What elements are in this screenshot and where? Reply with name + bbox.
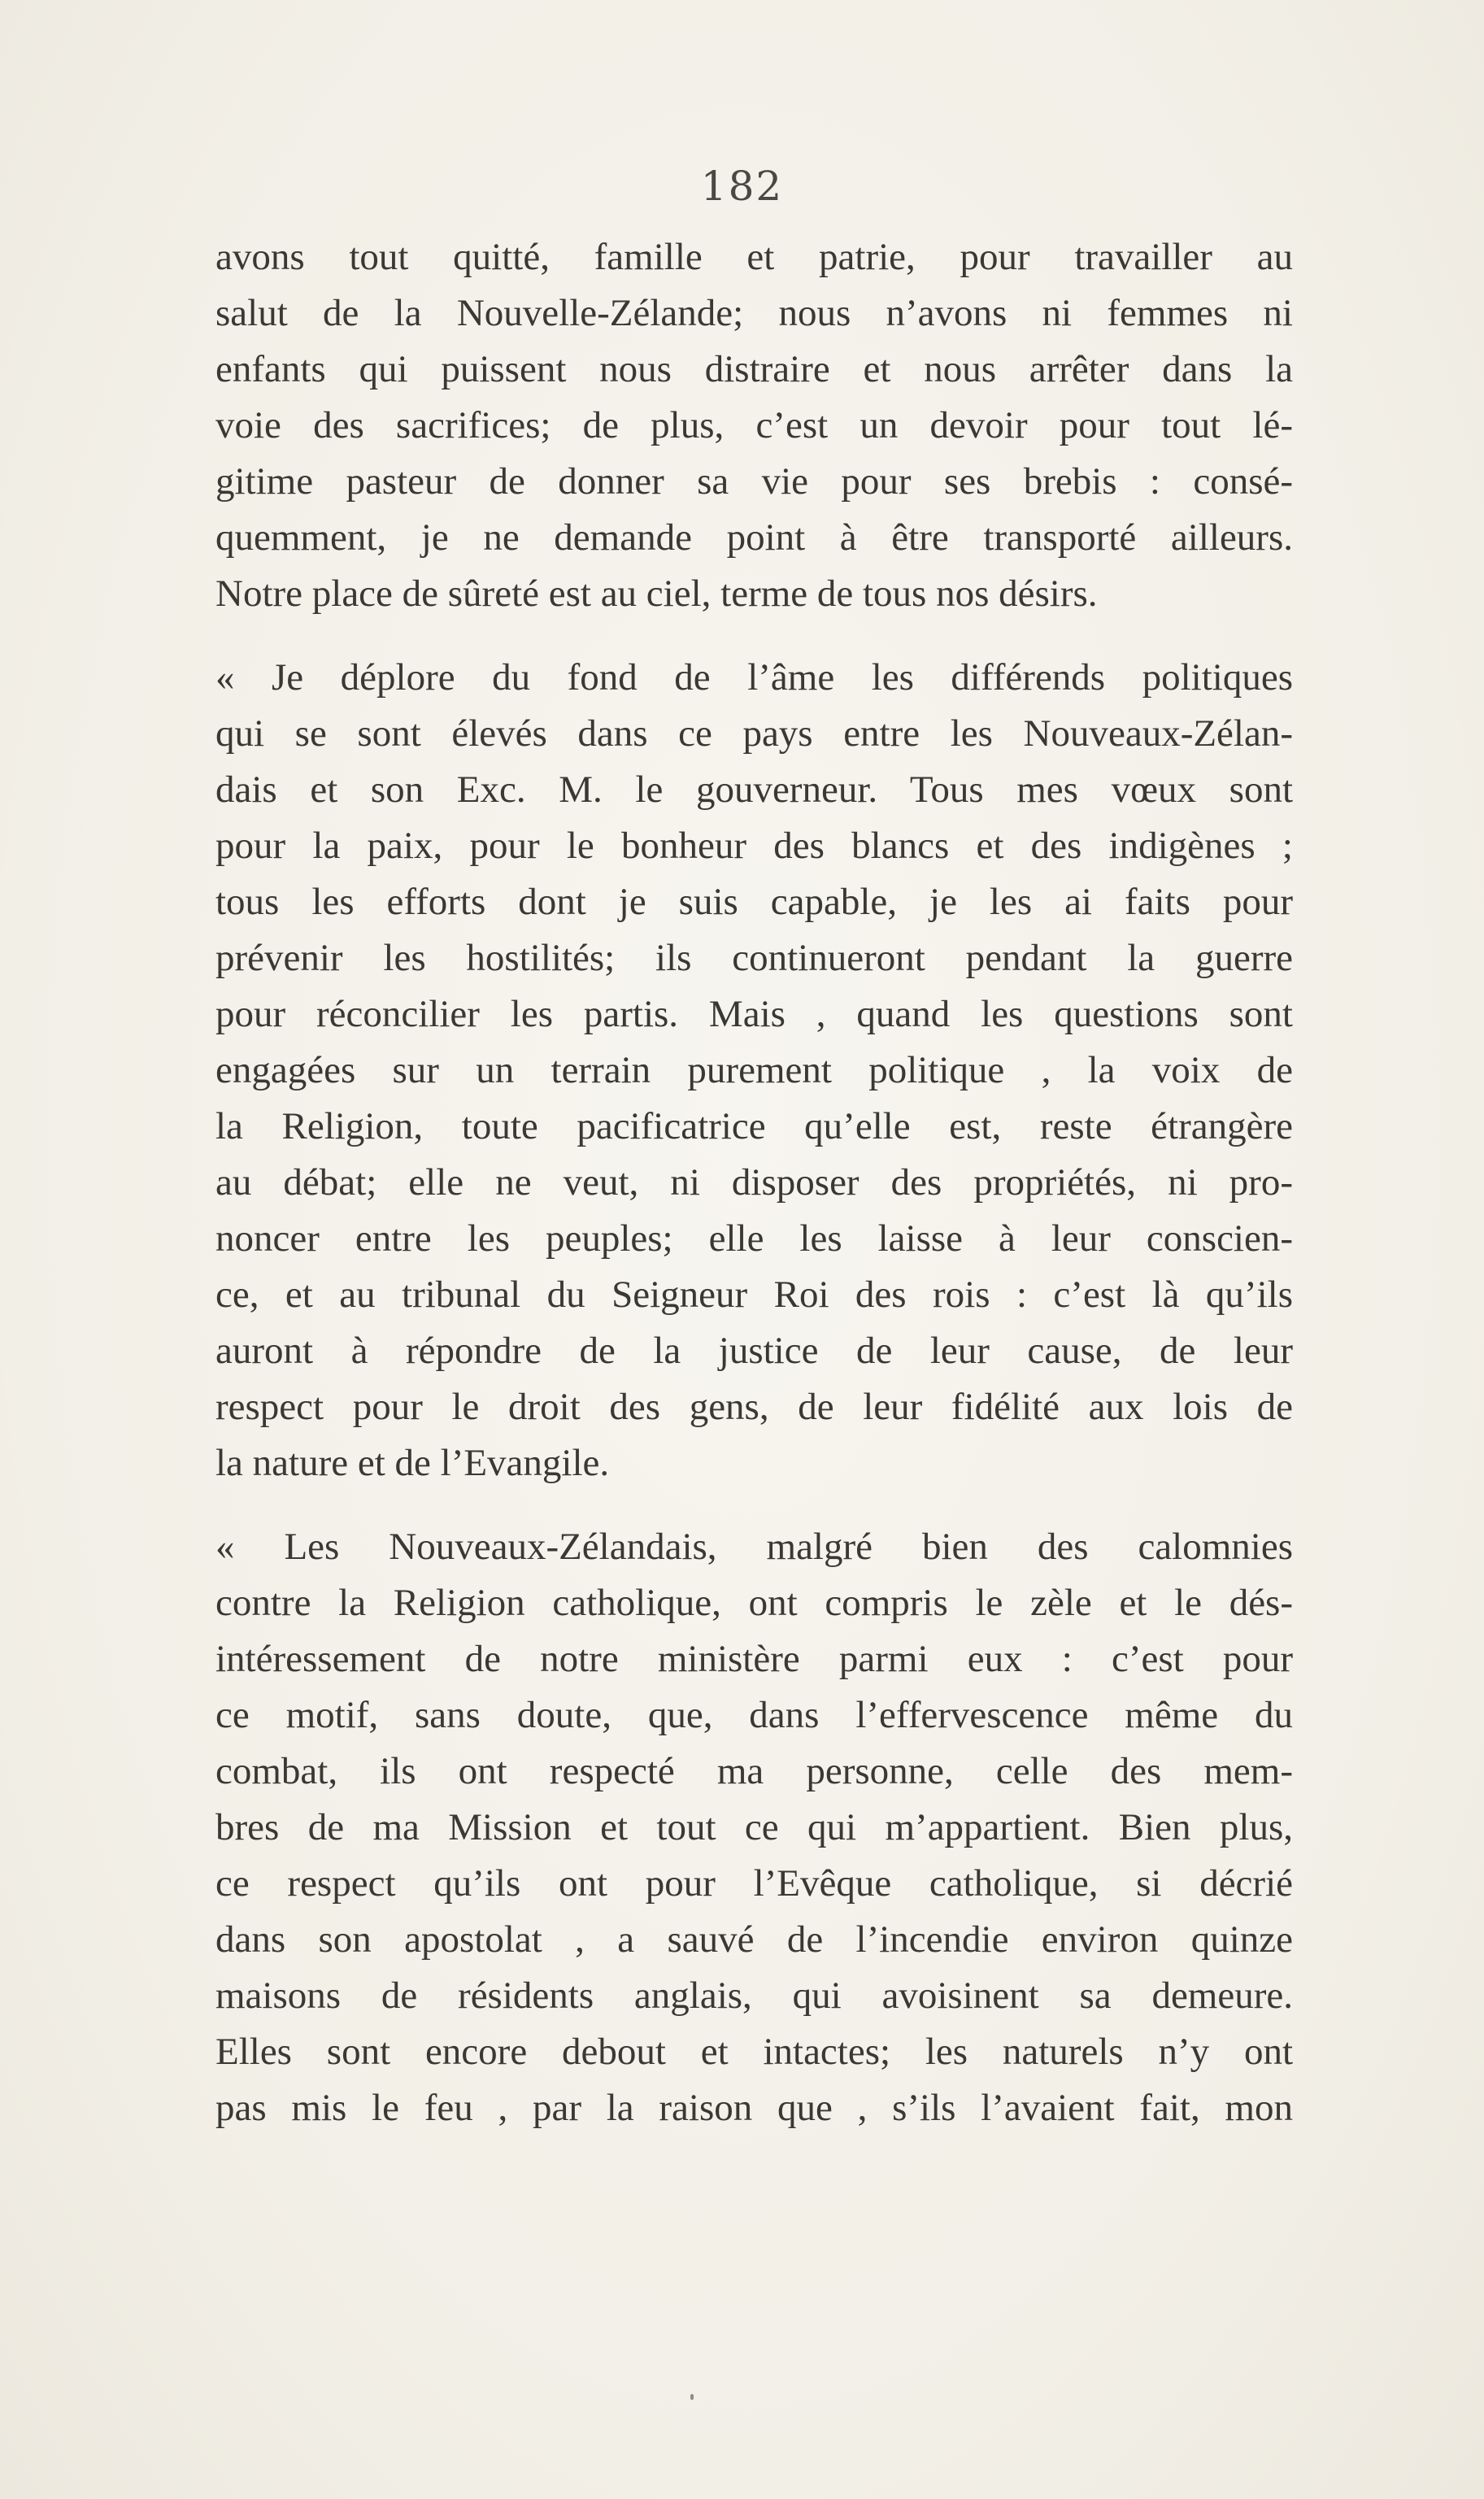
text-line: combat, ils ont respecté ma personne, celle des mem-: [215, 1750, 1293, 1792]
text-line: Elles sont encore debout et intactes; les naturels n’y ont: [215, 2031, 1293, 2073]
text-line: ce motif, sans doute, que, dans l’effervescence même du: [215, 1694, 1293, 1736]
text-line: respect pour le droit des gens, de leur fidélité aux lois de: [215, 1386, 1293, 1428]
text-line: ce, et au tribunal du Seigneur Roi des rois : c’est là qu’ils: [215, 1273, 1293, 1316]
text-line: avons tout quitté, famille et patrie, pour travailler au: [215, 236, 1293, 278]
body-text: [215, 229, 1293, 2136]
text-line: la nature et de l’Evangile.: [215, 1442, 610, 1484]
text-line: voie des sacrifices; de plus, c’est un devoir pour tout lé-: [215, 404, 1293, 446]
text-line: maisons de résidents anglais, qui avoisinent sa demeure.: [215, 1974, 1293, 2017]
text-line: tous les efforts dont je suis capable, je les ai faits pour: [215, 881, 1293, 923]
text-line: enfants qui puissent nous distraire et nous arrêter dans la: [215, 348, 1293, 390]
text-line: Notre place de sûreté est au ciel, terme de tous nos désirs.: [215, 573, 1098, 615]
text-line: « Les Nouveaux-Zélandais, malgré bien des calomnies: [215, 1526, 1293, 1568]
text-line: engagées sur un terrain purement politique , la voix de: [215, 1049, 1293, 1091]
paragraph: [215, 229, 1293, 622]
text-line: auront à répondre de la justice de leur cause, de leur: [215, 1330, 1293, 1372]
text-line: quemment, je ne demande point à être transporté ailleurs.: [215, 516, 1293, 559]
paragraph: [215, 1519, 1293, 2136]
paragraph: [215, 650, 1293, 1491]
text-line: la Religion, toute pacificatrice qu’elle est, reste étrangère: [215, 1105, 1293, 1147]
text-line: pour la paix, pour le bonheur des blancs et des indigènes ;: [215, 825, 1293, 867]
text-line: salut de la Nouvelle-Zélande; nous n’avons ni femmes ni: [215, 292, 1293, 334]
text-line: qui se sont élevés dans ce pays entre les Nouveaux-Zélan-: [215, 712, 1293, 755]
text-line: pas mis le feu , par la raison que , s’ils l’avaient fait, mon: [215, 2087, 1293, 2129]
text-line: pour réconcilier les partis. Mais , quand les questions sont: [215, 993, 1293, 1035]
text-line: prévenir les hostilités; ils continueront pendant la guerre: [215, 937, 1293, 979]
text-line: « Je déplore du fond de l’âme les différends politiques: [215, 656, 1293, 699]
text-line: au débat; elle ne veut, ni disposer des propriétés, ni pro-: [215, 1161, 1293, 1204]
text-line: contre la Religion catholique, ont compris le zèle et le dés-: [215, 1582, 1293, 1624]
text-line: ce respect qu’ils ont pour l’Evêque catholique, si décrié: [215, 1862, 1293, 1905]
page-number: 182: [700, 163, 784, 210]
text-line: intéressement de notre ministère parmi eux : c’est pour: [215, 1638, 1293, 1680]
text-line: dans son apostolat , a sauvé de l’incendie environ quinze: [215, 1918, 1293, 1961]
text-line: dais et son Exc. M. le gouverneur. Tous mes vœux sont: [215, 768, 1293, 811]
paper-speck: [690, 2394, 694, 2400]
text-line: gitime pasteur de donner sa vie pour ses brebis : consé-: [215, 460, 1293, 503]
text-line: noncer entre les peuples; elle les laisse à leur conscien-: [215, 1217, 1293, 1260]
text-line: bres de ma Mission et tout ce qui m’appartient. Bien plus,: [215, 1806, 1293, 1848]
